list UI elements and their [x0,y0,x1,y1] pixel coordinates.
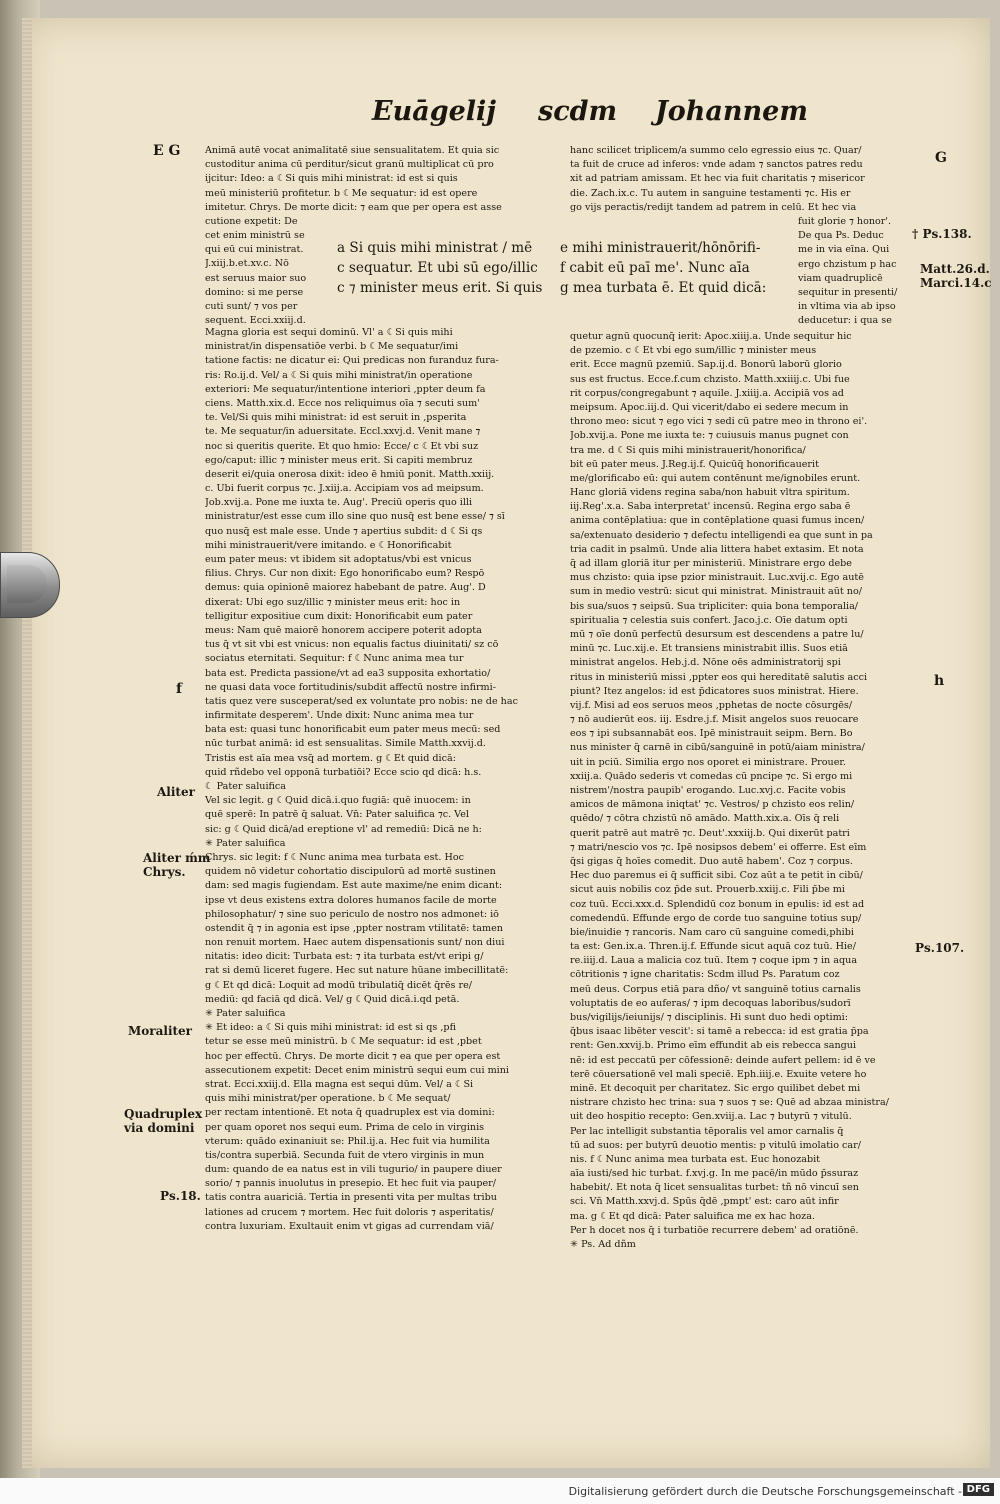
text-line: tatis quez vere susceperat/sed ex voluntate pro nobis: ne de hac [205,695,518,707]
text-line: meipsum. Apoc.iij.d. Qui vicerit/dabo ei sedere mecum in [570,401,849,413]
text-line: ⁊ nō audierūt eos. iij. Esdre.j.f. Misit angelos suos reuocare [570,714,859,726]
cross-reference-matt26: Matt.26.d. [920,262,990,276]
text-line: mihi ministrauerit/vere imitando. e ☾Honorificabit [205,539,452,551]
text-line: te. Me sequatur/in aduersitate. Eccl.xxvj.d. Venit mane ⁊ [205,426,481,438]
text-line: ✳ Pater saluifica [205,837,286,849]
text-line: sic: g ☾Quid dicā/ad ereptione vl' ad remediū: Dicā ne h: [205,823,482,835]
text-line: meū ministeriū profitetur. b ☾Me sequatur: id est opere [205,187,478,199]
text-line: sicut auis nobilis coz p̄de sut. Prouerb.xxiij.c. Fili p̄be mi [570,884,845,896]
text-line: sum in medio vestrū: sicut qui ministrat. Ministrauit aūt no/ [570,586,862,598]
text-line: c. Ubi fuerit corpus ⁊c. J.xiij.a. Accipiam vos ad meipsum. [205,483,484,495]
text-line: tū ad suos: per butyrū deuotio mentis: p vitulū imolatio car/ [570,1139,861,1151]
text-line: sorio/ ⁊ pannis inuolutus in presepio. Et hec fuit via pauper/ [205,1178,496,1190]
text-line: quidem nō videtur cohortatio discipulorū ad mortē sustinen [205,866,496,878]
text-line: per rectam intentionē. Et nota q̄ quadruplex est via domini: [205,1107,495,1119]
text-line: Per lac intelligit substantia tēporalis vel amor carnalis q̄ [570,1125,844,1137]
text-line: f cabit eū paī me'. Nunc aīa [560,260,750,276]
footer-funding-text: Digitalisierung gefördert durch die Deutsche Forschungsgemeinschaft - [568,1485,962,1498]
margin-letter-h: h [934,673,945,689]
text-line: comedendū. Effunde ergo de corde tuo sanguine totius sup/ [570,912,862,924]
text-line: minū ⁊c. Luc.xij.e. Et transiens ministrabit illis. Suos etiā [570,643,848,655]
text-line: c sequatur. Et ubi sū ego/illic [337,260,538,276]
text-line: habebit/. Et nota q̄ licet sensualitas turbet: tñ nō vincuī sen [570,1182,859,1194]
text-line: ta est: Gen.ix.a. Thren.ij.f. Effunde sicut aquā coz tuū. Hie/ [570,941,856,953]
text-line: ☾ Pater saluifica [205,781,287,792]
text-line: rit corpus/congregabunt ⁊ aquile. J.xiiij.a. Accipiā vos ad [570,387,844,399]
text-line: e mihi ministrauerit/hōnōrifi- [560,240,761,256]
text-line: sci. Vn̄ Matth.xxvj.d. Spūs q̄dē ,pmpt' est: caro aūt infir [570,1196,839,1208]
cross-reference-ps138: † Ps.138. [912,227,972,241]
text-line: De qua Ps. Deduc [798,230,884,242]
text-line: cuti sunt/ ⁊ vos per [205,300,298,312]
text-line: ipse vt deus existens extra dolores humanos facile de morte [205,894,497,906]
text-line: strat. Ecci.xxiij.d. Ella magna est sequi dūm. Vel/ a ☾Si [205,1078,474,1090]
margin-letter-f: f [176,681,183,697]
text-line: c ⁊ minister meus erit. Si quis [337,280,543,296]
text-line: me/glorificabo eū: qui autem contēnunt me/ignobiles erunt. [570,472,861,484]
text-line: bit eū pater meus. J.Reg.ij.f. Quicūq̄ honorificauerit [570,458,819,470]
text-line: Hec duo paremus ei q̄ sufficit sibi. Coz aūt a te petit in cibū/ [570,870,863,882]
text-line: Job.xvij.a. Pone me iuxta te: ⁊ cuiusuis manus pugnet con [570,430,849,442]
right-column-narrow [798,215,912,329]
text-line: in vltima via ab ipso [798,301,896,313]
text-line: lationes ad crucem ⁊ mortem. Hec fuit doloris ⁊ asperitatis/ [205,1206,494,1218]
text-line: tatis contra auariciā. Tertia in presenti vita per multas tribu [205,1192,497,1204]
center-text-right [560,238,785,298]
text-line: mus chzisto: quia ipse pzior ministrauit. Luc.xvij.c. Ego autē [570,572,864,584]
text-line: telligitur expositiue cum dixit: Honorificabit eum pater [205,610,473,622]
text-line: nus minister q̄ carnē in cibū/sanguinē in potū/aiam ministra/ [570,742,865,754]
text-line: Chrys. sic legit: f ☾Nunc anima mea turbata est. Hoc [205,851,464,863]
text-line: ta fuit de cruce ad inferos: vnde adam ⁊ sanctos patres redu [570,159,863,171]
header-word-johannem: Johannem [655,96,808,127]
margin-note-via-domini: via domini [124,1121,195,1135]
text-line: custoditur anima cū perditur/sicut granū multiplicat cū pro [205,159,494,171]
margin-note-aliter: Aliter [157,785,195,799]
text-line: bata est: quasi tunc honorificabit eum pater meus mecū: sed [205,724,501,736]
text-line: Animā autē vocat animalitatē siue sensualitatem. Et quia sic [205,145,500,156]
text-line: Hanc gloriā videns regina saba/non habuit vltra spiritum. [570,487,850,499]
text-line: voluptatis de eo auferas/ ⁊ ipm decoquas laboribus/sudorī [570,997,851,1009]
text-line: terē cōuersationē vel mali speciē. Eph.iiij.e. Exuite vetere ho [570,1068,867,1080]
text-line: ne quasi data voce fortitudinis/subdit affectū nostre infirmi- [205,681,496,693]
left-column-opening [205,144,547,229]
text-line: nūc turbat animā: id est sensualitas. Simile Matth.xxvij.d. [205,738,486,750]
text-line: tetur se esse meū ministrū. b ☾Me sequatur: id est ,pbet [205,1036,482,1048]
text-line: xit ad patriam amissam. Et hec via fuit charitatis ⁊ misericor [570,173,865,185]
text-line: q̄bus isaac libēter vescit': si tamē a rebecca: id est gratia p̄pa [570,1026,869,1038]
clip-highlight [7,565,47,603]
text-line: nis. f ☾Nunc anima mea turbata est. Euc honozabit [570,1153,821,1165]
cross-reference-ps18: Ps.18. [160,1189,201,1203]
text-line: tria cadit in psalmū. Unde alia littera habet extasim. Et nota [570,543,864,555]
text-line: sequitur in presenti/ [798,286,898,298]
text-line: aīa iusti/sed hic turbat. f.xvj.g. In me pacē/in mūdo p̄ssuraz [570,1168,859,1180]
text-line: domino: si me perse [205,286,304,298]
text-line: ostendit q̄ ⁊ in agonia est ipse ,ppter nostram vtilitatē: tamen [205,922,503,934]
text-line: bata est. Predicta passione/vt ad ea3 supposita exhortatio/ [205,667,491,679]
text-line: nē: id est peccatū per cōfessionē: deinde aufert pellem: id ē ve [570,1054,876,1066]
text-line: philosophatur/ ⁊ sine suo periculo de nostro nos admonet: iō [205,908,499,920]
text-line: querit patrē aut matrē ⁊c. Deut'.xxxiij.b. Qui dixerūt patri [570,827,850,839]
text-line: per quam oporet nos sequi eum. Prima de celo in virginis [205,1121,485,1133]
text-line: ⁊ matri/nescio vos ⁊c. Ipē nosipsos debem' ei offerre. Est eīm [570,841,867,853]
text-line: te. Vel/Si quis mihi ministrat: id est seruit in ,psperita [205,412,467,424]
text-line: q̄ ad illam gloriā itur per ministeriū. Ministrare ergo debe [570,558,852,569]
text-line: ✳ Et ideo: a ☾Si quis mihi ministrat: id est si qs ,pfi [205,1022,456,1034]
text-line: non renuit mortem. Haec autem dispensationis sunt/ non diui [205,937,505,949]
text-line: quid rñdebo vel opponā turbatiōi? Ecce scio qd dicā: h.s. [205,766,482,778]
text-line: imitetur. Chrys. De morte dicit: ⁊ eam que per opera est asse [205,201,502,213]
text-line: sus est fructus. Ecce.f.cum chzisto. Matth.xxiiij.c. Ubi fue [570,373,850,385]
text-line: ciens. Matth.xix.d. Ecce nos reliquimus oīa ⁊ secuti sum' [205,397,480,409]
right-column-main [570,330,910,1252]
text-line: quo nusq̄ est male esse. Unde ⁊ apertius subdit: d ☾Si qs [205,525,483,537]
text-line: ✳ Pater saluifica [205,1008,286,1019]
text-line: go vijs peractis/redijt tandem ad patrem in celū. Et hec via [570,201,857,213]
text-line: ministrat/in dispensatiōe verbi. b ☾Me sequatur/imi [205,341,459,353]
header-word-secundum: scdm [538,96,618,127]
text-line: tis/contra superbiā. Secunda fuit de vtero virginis in mun [205,1149,485,1161]
text-line: ergo chzistum p hac [798,258,897,270]
text-line: amicos de māmona iniqtat' ⁊c. Vestros/ p chzisto eos relin/ [570,799,855,811]
left-column-main [205,326,547,1234]
text-line: re.iiij.d. Laua a malicia coz tuū. Item ⁊ coque ipm ⁊ in aqua [570,955,858,967]
text-line: ministrat angelos. Heb.j.d. Nōne oēs administratorij spi [570,657,841,669]
text-line: quis mihi ministrat/per operatione. b ☾Me sequat/ [205,1093,451,1105]
text-line: deserit ei/quia onerosa dixit: ideo ē hmiū ponit. Matth.xxiij. [205,468,495,480]
text-line: coz tuū. Ecci.xxx.d. Splendidū coz bonum in epulis: id est ad [570,898,865,910]
text-line: sa/extenuato desiderio ⁊ defectu intelligendi ea que sunt in pa [570,529,873,541]
text-line: ritus in ministeriū missi ,ppter eos qui hereditatē salutis acci [570,671,868,683]
text-line: dum: quando de ea natus est in vili tugurio/ in paupere diuer [205,1164,502,1176]
text-line: demus: quia opinionē maiorez habebant de patre. Aug'. D [205,582,486,594]
center-text-left [337,238,555,298]
text-line: sequent. Ecci.xxiij.d. [205,315,306,327]
text-line: xxiij.a. Quādo sederis vt comedas cū pncipe ⁊c. Si ergo mi [570,770,853,782]
text-line: ijcitur: Ideo: a ☾Si quis mihi ministrat: id est si quis [205,173,458,185]
text-line: spiritualia ⁊ celestia suis confert. Jaco.j.c. Oīe datum opti [570,614,848,626]
text-line: anima contēplatiua: que in contēplatione quasi fumus incen/ [570,515,865,527]
text-line: bie/inuidie ⁊ rancoris. Nam caro cū sanguine comedi,phibi [570,926,854,938]
margin-note-moraliter: Moraliter [128,1024,193,1038]
text-line: Per h docet nos q̄ i turbatiōe recurrere debem' ad oratiōnē. [570,1224,859,1236]
text-line: qui eū cui ministrat. [205,244,304,256]
header-word-evangelium: Euāgelij [372,96,497,127]
text-line: fuit glorie ⁊ honor'. [798,216,892,227]
text-line: est seruus maior suo [205,272,307,284]
dfg-logo: DFG [963,1483,994,1496]
margin-letter-g: G [935,150,947,166]
text-line: me in via eīna. Qui [798,244,890,256]
text-line: nitatis: ideo dicit: Turbata est: ⁊ ita turbata est/vt eripi g/ [205,951,484,963]
text-line: eos ⁊ ipi subsannabāt eos. Ipē ministrauit seipm. Bern. Bo [570,728,853,740]
text-line: erit. Ecce magnū pzemiū. Sap.ij.d. Bonorū laborū glorio [570,359,842,371]
cross-reference-ps107: Ps.107. [915,941,965,955]
text-line: Vel sic legit. g ☾Quid dicā.i.quo fugiā: quē inuocem: in [205,795,471,807]
text-line: vterum: quādo exinaniuit se: Phil.ij.a. Hec fuit via humilita [205,1135,490,1147]
text-line: hanc scilicet triplicem/a summo celo egressio eius ⁊c. Quar/ [570,145,862,156]
metal-clip-icon [0,552,60,618]
text-line: dam: sed magis fugiendam. Est aute maxime/ne enim dicant: [205,880,503,892]
text-line: rent: Gen.xxvij.b. Primo eīm effundit ab eis rebecca sangui [570,1040,857,1052]
right-column-opening [570,144,910,215]
text-line: eum pater meus: vt ibidem sit adoptatus/vbi est vnicus [205,554,472,565]
text-line: assecutionem expetit: Decet enim ministrū sequi eum cui mini [205,1064,509,1076]
text-line: Tristis est aīa mea vsq̄ ad mortem. g ☾Et quid dicā: [205,752,456,764]
text-line: mū ⁊ oīe donū perfectū desursum est descendens a patre lu/ [570,628,864,640]
text-line: a Si quis mihi ministrat / mē [337,240,533,256]
text-line: meus: Nam quē maiorē honorem accipere poterit adopta [205,624,482,636]
text-line: quē sperē: In patrē q̄ saluat. Vn̄: Pater saluifica ⁊c. Vel [205,809,469,821]
text-line: tra me. d ☾Si quis mihi ministrauerit/honorifica/ [570,444,806,456]
text-line: contra luxuriam. Exultauit enim vt gigas ad currendam viā/ [205,1220,494,1232]
text-line: tatione factis: ne dicatur ei: Qui predicas non furanduz fura- [205,355,499,367]
text-line: Magna gloria est sequi dominū. Vl' a ☾Si quis mihi [205,327,453,338]
text-line: bis sua/suos ⁊ seipsū. Sua tripliciter: quia bona temporalia/ [570,600,859,612]
text-line: die. Zach.ix.c. Tu autem in sanguine testamenti ⁊c. His er [570,187,851,199]
text-line: nistrare chzisto hec trina: sua ⁊ suos ⁊ se: Quē ad abzaa ministra/ [570,1097,889,1109]
text-line: minē. Et decoquit per charitatez. Sic ergo quilibet debet mi [570,1082,861,1094]
text-line: cet enim ministrū se [205,230,305,241]
text-line: dixerat: Ubi ego suz/illic ⁊ minister meus erit: hoc in [205,596,461,608]
margin-note-quadruplex: Quadruplex [124,1107,203,1121]
text-line: ris: Ro.ij.d. Vel/ a ☾Si quis mihi ministrat/in operatione [205,369,473,381]
text-line: Job.xvij.a. Pone me iuxta te. Aug'. Preciū operis quo illi [205,497,473,509]
page-stack-edges [22,18,32,1468]
text-line: tus q̄ vt sit vbi est vnicus: non equalis factus diuinitati/ sz cō [205,639,499,651]
text-line: viam quadruplicē [798,272,883,284]
text-line: deducetur: i qua se [798,315,892,327]
cross-reference-marci14: Marci.14.c [920,276,992,290]
text-line: rat si demū liceret fugere. Hec sut nature hūane imbecillitatē: [205,965,509,977]
text-line: uit in pciū. Similia ergo nos oporet ei ministrare. Prouer. [570,756,846,768]
text-line: filius. Chrys. Cur non dixit: Ego honorificabo eum? Respō [205,568,485,580]
text-line: quetur agnū quocunq̄ ierit: Apoc.xiiij.a. Unde sequitur hic [570,331,852,342]
text-line: bus/vigilijs/ieiunijs/ ⁊ disciplinis. Hi sunt duo hedi optimi: [570,1012,848,1023]
text-line: ministratur/est esse cum illo sine quo nusq̄ est bene esse/ ⁊ sī [205,511,505,523]
text-line: exteriori: Me sequatur/intentione interiori ,ppter deum fa [205,383,486,395]
text-line: mediū: qd faciā qd dicā. Vel/ g ☾Quid dicā.i.qd petā. [205,993,460,1005]
text-line: cōtritionis ⁊ igne charitatis: Scdm illud Ps. Paratum coz [570,969,840,981]
text-line: de pzemio. c ☾Et vbi ego sum/illic ⁊ minister meus [570,345,817,357]
text-line: noc si queritis querite. Et quo hmio: Ecce/ c ☾Et vbi suz [205,440,479,452]
margin-note-aliter-chrys: Aliter ḿm [143,851,211,865]
text-line: throno meo: sicut ⁊ ego vici ⁊ sedi cū patre meo in throno ei'. [570,416,868,428]
text-line: sociatus eternitati. Sequitur: f ☾Nunc anima mea tur [205,653,464,665]
text-line: ego/caput: illic ⁊ minister meus erit. Si capiti membruz [205,454,473,466]
margin-letters-e-g: E G [153,143,181,159]
text-line: piunt? Itez angelos: id est p̄dicatores suos ministrat. Hiere. [570,685,859,697]
text-line: g ☾Et qd dicā: Loquit ad modū tribulatiq̄ dicēt q̄rēs re/ [205,979,472,991]
text-line: cutione expetit: De [205,215,298,227]
text-line: quēdo/ ⁊ cōtra chzistū nō amādo. Matth.xix.a. Oīs q̄ reli [570,813,840,825]
margin-note-chrys: Chrys. [143,865,186,879]
text-line: nistrem'/nostra paupib' erogando. Luc.xvj.c. Facite vobis [570,785,846,796]
text-line: infirmitate desperem'. Unde dixit: Nunc anima mea tur [205,710,474,722]
text-line: ✳ Ps. Ad dñm [570,1239,636,1250]
text-line: g mea turbata ē. Et quid dicā: [560,280,767,296]
text-line: vij.f. Misi ad eos seruos meos ,pphetas de nocte cōsurgēs/ [570,699,853,711]
left-column-narrow [205,229,330,328]
text-line: ma. g ☾Et qd dicā: Pater saluifica me ex hac hoza. [570,1210,816,1222]
footer-bar [0,1478,1000,1504]
text-line: iij.Reg'.x.a. Saba interpretat' incensū. Regina ergo saba ē [570,501,851,513]
text-line: meū deus. Corpus etiā para dño/ vt sanguinē totius carnalis [570,983,861,995]
text-line: J.xiij.b.et.xv.c. Nō [205,258,289,270]
text-line: q̄si gigas q̄ hoīes comedit. Duo autē habem'. Coz ⁊ corpus. [570,855,853,867]
text-line: hoc per effectū. Chrys. De morte dicit ⁊ ea que per opera est [205,1050,501,1062]
text-line: uit deo hospitio recepto: Gen.xviij.a. Lac ⁊ butyrū ⁊ vitulū. [570,1111,852,1123]
